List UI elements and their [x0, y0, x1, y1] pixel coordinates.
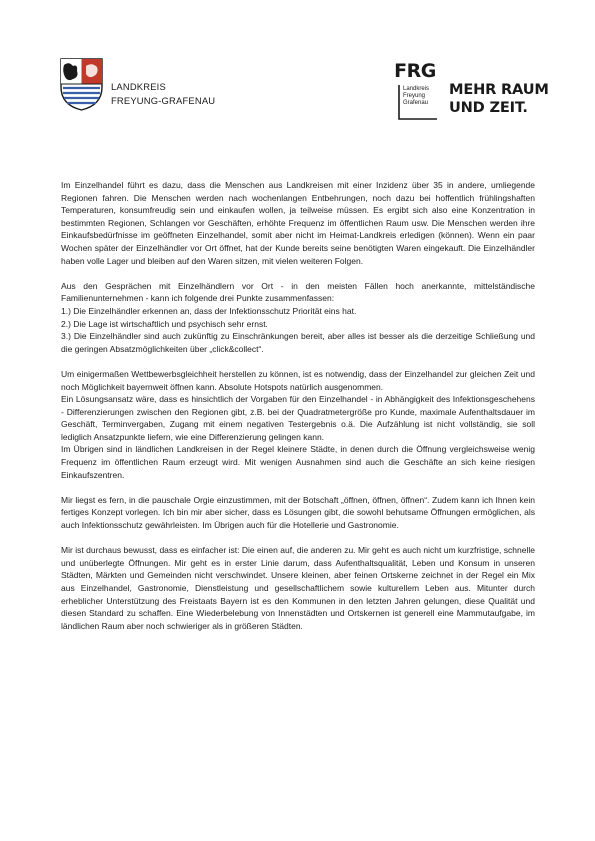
paragraph-5: Im Übrigen sind in ländlichen Landkreisen in der Regel kleinere Städte, in denen durch die Öffnung vergleichsweise wenig Frequenz im öffentlichen Raum erzeugt wird. Mit wenigen Ausnahmen sind auch die Geschäfte an sich keine riesigen Einkaufszentren.	[61, 444, 535, 480]
slogan	[449, 81, 549, 117]
district-name-line2: FREYUNG-GRAFENAU	[111, 95, 216, 106]
frg-sub-line1: Landkreis	[403, 86, 430, 92]
paragraph-2-intro: Aus den Gesprächen mit Einzelhändlern vor Ort - in den meisten Fällen hoch anerkannte, mittelständische Familienunternehmen - kann ich folgende drei Punkte zusammenfassen:	[61, 280, 535, 304]
frg-sub-line2: Freyung	[403, 93, 426, 99]
district-name-line1: LANDKREIS	[111, 81, 166, 92]
letter-body	[61, 179, 535, 632]
list-item-1: 1.) Die Einzelhändler erkennen an, dass der Infektionsschutz Priorität eins hat.	[61, 305, 357, 316]
list-item-3: 3.) Die Einzelhändler sind auch zukünftig zu Einschränkungen bereit, aber alles ist besser als die derzeitige Schließung und die geringen Absatzmöglichkeiten über „click&collect“.	[61, 331, 535, 354]
slogan-line2: UND ZEIT.	[449, 99, 528, 116]
list-item-2: 2.) Die Lage ist wirtschaftlich und psychisch sehr ernst.	[61, 318, 268, 329]
coat-of-arms-icon	[59, 57, 104, 112]
frg-logo-text: FRG	[394, 60, 436, 82]
frg-logo-subtitle	[403, 86, 433, 107]
frg-sub-line3: Grafenau	[403, 100, 429, 106]
slogan-line1: MEHR RAUM	[449, 81, 549, 98]
paragraph-3: Um einigermaßen Wettbewerbsgleichheit herstellen zu können, ist es notwendig, dass der Einzelhandel zur gleichen Zeit und noch Möglichkeit bayernweit öffnen kann. Absolute Hotspots natürlich ausgenommen.	[61, 368, 535, 392]
paragraph-6: Mir liegst es fern, in die pauschale Orgie einzustimmen, mit der Botschaft „öffnen, öffnen, öffnen“. Zudem kann ich Ihnen kein fertiges Konzept vorlegen. Ich bin mir aber sicher, dass es Lösungen gibt, die sowohl behutsame Öffnungen ermöglichen, als auch Infektionsschutz gewährleisten. Im Übrigen auch für die Hotellerie und Gastronomie.	[61, 494, 535, 531]
paragraph-7: Mir ist durchaus bewusst, dass es einfacher ist: Die einen auf, die anderen zu. Mir geht es auch nicht um kurzfristige, schnelle und unüberlegte Öffnungen. Mir geht es in erster Linie darum, dass Aufenthaltsqualität, Leben und Konsum in unseren Städten, Märkten und Gemeinden nicht verschwindet. Unsere kleinen, aber feinen Ortskerne zeichnet in der Regel ein Mix aus Einzelhandel, Gastronomie, Dienstleistung und gesellschaftlichem sowie kulturellem Leben aus. Mitunter durch erheblicher Unterstützung des Freistaats Bayern ist es den Kommunen in den letzten Jahren gelungen, diese Qualität und diesen Standard zu schaffen. Eine Wiederbelebung von Innenstädten und Ortskernen ist generell eine Mammutaufgabe, im ländlichen Raum aber noch schwieriger als in größeren Städten.	[61, 545, 535, 631]
paragraph-1: Im Einzelhandel führt es dazu, dass die Menschen aus Landkreisen mit einer Inzidenz über 35 in andere, umliegende Regionen fahren. Die Menschen werden nach wochenlangen Entbehrungen, noch dazu bei hoffentlich frühlingshaften Temperaturen, konsumfreudig sein und einkaufen wollen, ja teilweise müssen. Es ergibt sich also eine Konzentration in bestimmten Regionen, Schlangen vor Geschäften, erhöhte Frequenz im öffentlichen Raum usw. Die Menschen werden ihre Einkaufsbedürfnisse im geöffneten Einzelhandel, somit aber nicht im Heimat-Landkreis erledigen (können). Wenn ein paar Wochen später der Einzelhändler vor Ort öffnet, hat der Kunde bereits seine benötigten Waren eingekauft. Die Einzelhändler haben volle Lager und bleiben auf den Waren sitzen, mit vielen weiteren Folgen.	[61, 180, 535, 266]
paragraph-4: Ein Lösungsansatz wäre, dass es hinsichtlich der Vorgaben für den Einzelhandel - in Abhängigkeit des Infektionsgeschehens - Differenzierungen zwischen den Regionen gibt, z.B. bei der Quadratmetergröße pro Kunde, maximale Aufenthaltsdauer im Geschäft, Terminvergaben, Zugang mit einem negativen Testergebnis o.ä. Die Aufzählung ist nicht vollständig, sie soll lediglich Ansatzpunkte liefern, wie eine Differenzierung gelingen kann.	[61, 394, 535, 442]
district-name	[111, 80, 215, 108]
